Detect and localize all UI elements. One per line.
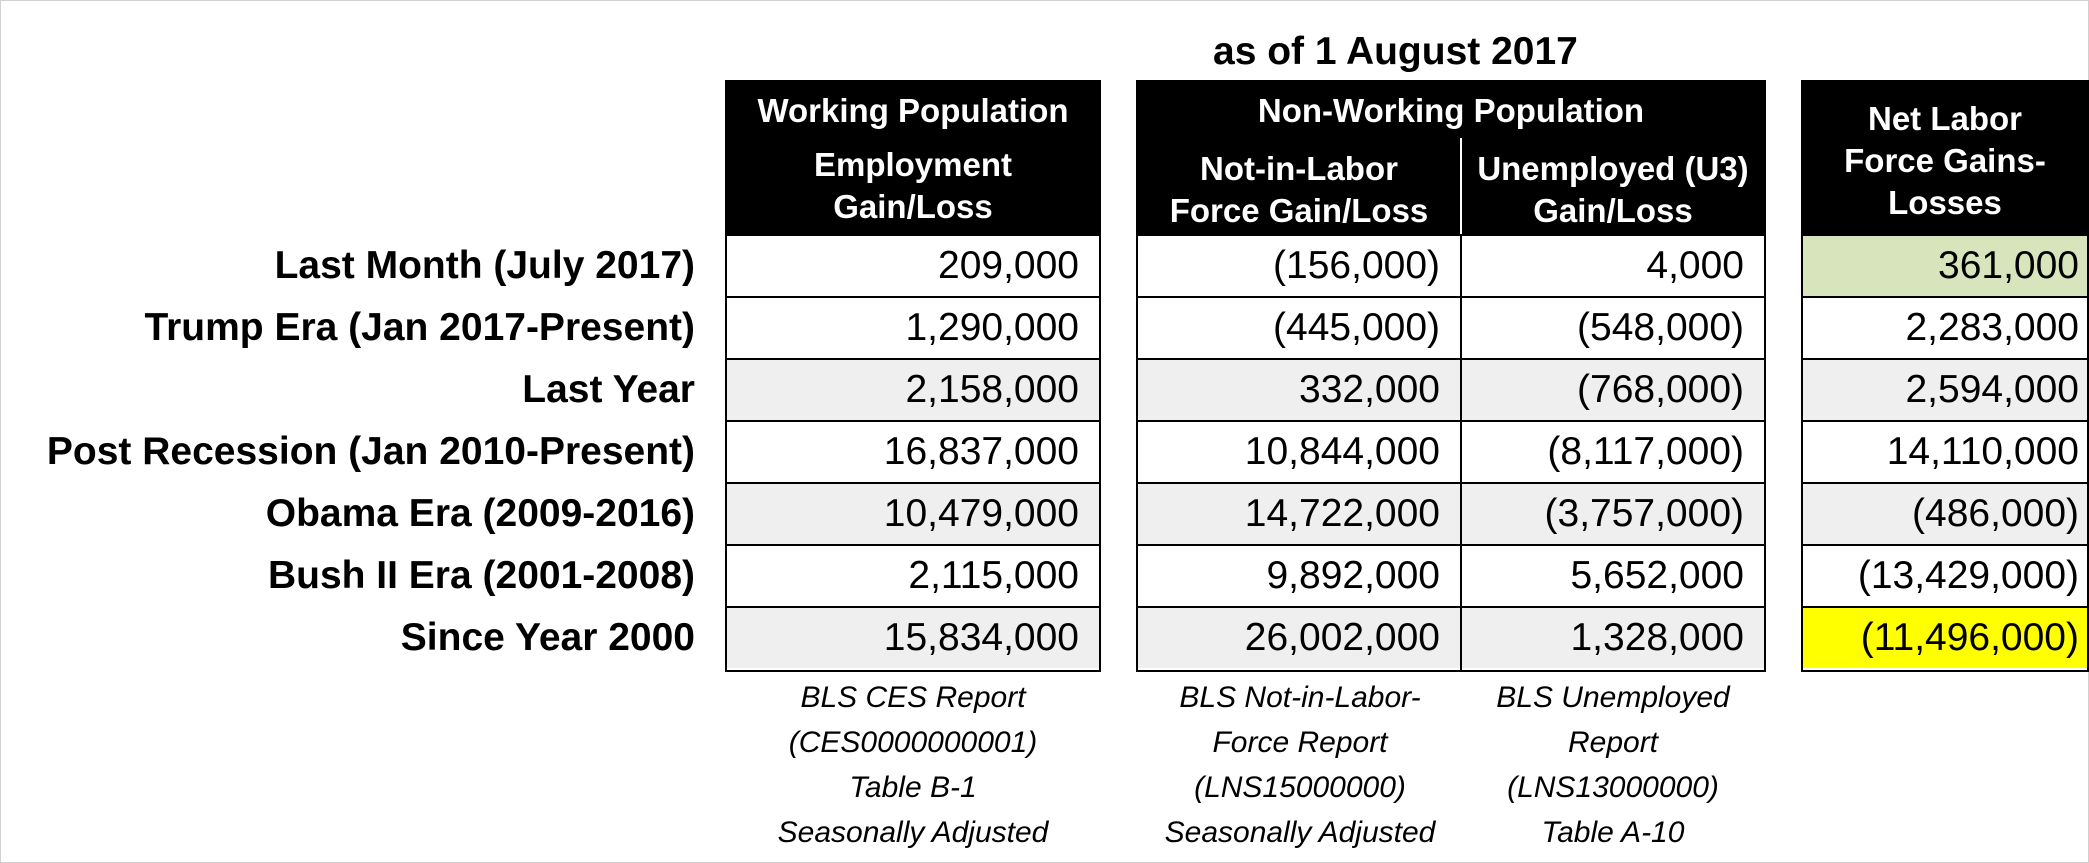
employment-cell: 15,834,000 — [727, 608, 1099, 668]
row-divider — [725, 358, 1101, 360]
not-in-labor-header: Not-in-Labor Force Gain/Loss — [1138, 148, 1460, 232]
not-in-labor-cell: 26,002,000 — [1138, 608, 1460, 668]
row-divider — [725, 482, 1101, 484]
unemployed-cell: (8,117,000) — [1547, 430, 1744, 473]
row-divider — [1136, 296, 1766, 298]
net-cell: (486,000) — [1803, 484, 2087, 544]
row-divider — [725, 544, 1101, 546]
row-label: Last Month (July 2017) — [274, 244, 695, 287]
net-cell: 14,110,000 — [1886, 430, 2079, 473]
working-population-title: Working Population — [757, 92, 1069, 129]
nonworking-population-title: Non-Working Population — [1257, 92, 1645, 129]
working-population-header — [727, 82, 1099, 236]
not-in-labor-source-note: BLS Not-in-Labor- Force Report (LNS15000000) Seasonally Adjusted — [1164, 681, 1436, 849]
row-divider — [1801, 420, 2089, 422]
row-divider — [1136, 358, 1766, 360]
row-label: Post Recession (Jan 2010-Present) — [46, 430, 695, 473]
row-label: Bush II Era (2001-2008) — [267, 554, 695, 597]
net-labor-header: Net Labor Force Gains-Losses — [1803, 82, 2087, 236]
net-cell: (11,496,000) — [1803, 608, 2087, 668]
unemployed-cell: (3,757,000) — [1462, 484, 1764, 544]
row-label: Last Year — [522, 368, 695, 411]
not-in-labor-cell: 10,844,000 — [1244, 430, 1440, 473]
row-divider — [1801, 482, 2089, 484]
row-divider — [725, 296, 1101, 298]
employment-header: Employment Gain/Loss — [813, 146, 1013, 225]
not-in-labor-cell: 9,892,000 — [1266, 554, 1440, 597]
row-divider — [1136, 544, 1766, 546]
unemployed-cell: (768,000) — [1462, 360, 1764, 420]
employment-cell: 209,000 — [938, 244, 1079, 287]
row-divider — [1801, 544, 2089, 546]
row-label: Obama Era (2009-2016) — [265, 492, 695, 535]
not-in-labor-cell: (445,000) — [1273, 306, 1440, 349]
employment-cell: 1,290,000 — [905, 306, 1079, 349]
unemployed-cell: 5,652,000 — [1570, 554, 1744, 597]
net-cell: 2,283,000 — [1905, 306, 2079, 349]
row-divider — [1801, 296, 2089, 298]
net-cell: 361,000 — [1803, 236, 2087, 296]
employment-cell: 10,479,000 — [727, 484, 1099, 544]
row-divider — [1136, 606, 1766, 608]
row-divider — [1136, 420, 1766, 422]
unemployed-cell: 4,000 — [1646, 244, 1744, 287]
net-cell: (13,429,000) — [1857, 554, 2079, 597]
unemployed-source-note: BLS Unemployed Report (LNS13000000) Table A-10 — [1496, 681, 1730, 849]
report-title: as of 1 August 2017 — [1213, 30, 1578, 73]
net-cell: 2,594,000 — [1803, 360, 2087, 420]
row-label: Trump Era (Jan 2017-Present) — [144, 306, 695, 349]
unemployed-cell: 1,328,000 — [1462, 608, 1764, 668]
employment-source-note: BLS CES Report (CES0000000001) Table B-1 Seasonally Adjusted — [777, 681, 1049, 849]
employment-cell: 16,837,000 — [883, 430, 1079, 473]
row-divider — [725, 420, 1101, 422]
unemployed-cell: (548,000) — [1577, 306, 1744, 349]
row-divider — [1136, 482, 1766, 484]
row-divider — [1801, 358, 2089, 360]
row-divider — [725, 606, 1101, 608]
employment-cell: 2,158,000 — [727, 360, 1099, 420]
row-divider — [1801, 606, 2089, 608]
employment-cell: 2,115,000 — [908, 554, 1079, 597]
row-label: Since Year 2000 — [400, 616, 695, 659]
not-in-labor-cell: 14,722,000 — [1138, 484, 1460, 544]
not-in-labor-cell: (156,000) — [1273, 244, 1440, 287]
data-column-divider — [1460, 234, 1462, 670]
unemployed-header: Unemployed (U3) Gain/Loss — [1462, 148, 1764, 232]
not-in-labor-cell: 332,000 — [1138, 360, 1460, 420]
